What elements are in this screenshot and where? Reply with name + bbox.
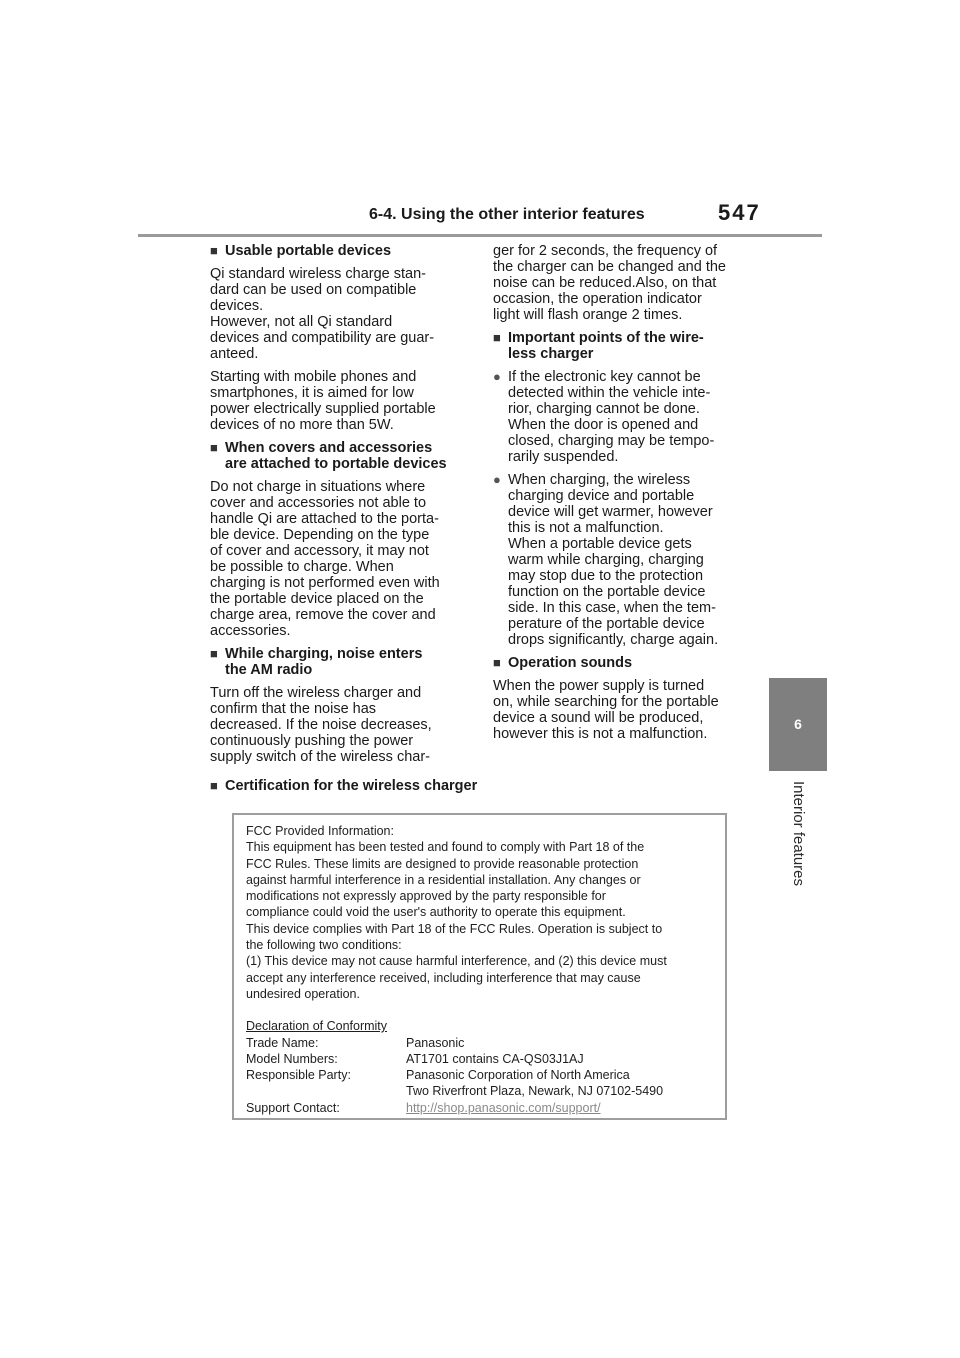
covers-paragraph: Do not charge in situations where cover and accessories not able to handle Qi are attached to the porta- ble device. Depending on the type of cover and accessory, it may not be possible to charge. When charging is not performed even with the portable device placed on the charge area, remove the cover and accessories. xyxy=(210,479,440,639)
am-radio-heading: ■ While charging, noise enters the AM radio xyxy=(210,646,423,678)
responsible-party-address: Two Riverfront Plaza, Newark, NJ 07102-5490 xyxy=(406,1084,664,1099)
trade-name-value: Panasonic xyxy=(406,1035,465,1050)
covers-heading: ■ When covers and accessories are attached to portable devices xyxy=(210,440,447,472)
fcc-text-block xyxy=(246,823,667,1116)
square-bullet-icon: ■ xyxy=(493,655,501,670)
fcc-line: compliance could void the user's authority to operate this equipment. xyxy=(246,905,626,920)
fcc-line: This device complies with Part 18 of the FCC Rules. Operation is subject to xyxy=(246,921,663,936)
support-contact-link[interactable]: http://shop.panasonic.com/support/ xyxy=(406,1100,601,1115)
chapter-label-text: Interior features xyxy=(790,780,808,886)
section-title: 6-4. Using the other interior features xyxy=(369,206,645,223)
left-column xyxy=(210,243,472,772)
important-bullet-1: ● If the electronic key cannot be detected within the vehicle inte- rior, charging cannot be done. When the door is opened and closed, charging may be tempo- rarily suspended. xyxy=(493,369,715,465)
square-bullet-icon: ■ xyxy=(210,243,218,258)
fcc-line: This equipment has been tested and found to comply with Part 18 of the xyxy=(246,840,645,855)
am-radio-paragraph: Turn off the wireless charger and confirm that the noise has decreased. If the noise decreases, continuously pushing the power supply switch of the wireless char- xyxy=(210,685,432,765)
operation-sounds-paragraph: When the power supply is turned on, while searching for the portable device a sound will be produced, however this is not a malfunction. xyxy=(493,678,719,742)
important-points-heading: ■ Important points of the wire- less charger xyxy=(493,330,704,362)
square-bullet-icon: ■ xyxy=(210,778,218,793)
chapter-side-label xyxy=(768,778,830,888)
header-divider xyxy=(138,234,822,237)
important-bullet-2: ● When charging, the wireless charging device and portable device will get warmer, however this is not a malfunction. When a portable device gets warm while charging, charging may stop due to the protection function on the portable device side. In this case, when the tem- perature of the portable device drops significantly, charge again. xyxy=(493,472,719,648)
responsible-party-address-row xyxy=(246,1083,667,1099)
responsible-party-row xyxy=(246,1067,667,1083)
fcc-line: FCC Rules. These limits are designed to provide reasonable protection xyxy=(246,856,639,871)
trade-name-row xyxy=(246,1035,667,1051)
responsible-party-value: Panasonic Corporation of North America xyxy=(406,1068,630,1083)
fcc-line: the following two conditions: xyxy=(246,938,402,953)
usable-devices-heading: ■ Usable portable devices xyxy=(210,243,392,259)
usable-devices-paragraph-1: Qi standard wireless charge stan- dard can be used on compatible devices. However, not all Qi standard devices and compatibility are guar- anteed. xyxy=(210,266,435,362)
square-bullet-icon: ■ xyxy=(210,646,218,661)
trade-name-label: Trade Name: xyxy=(246,1035,319,1050)
fcc-line: undesired operation. xyxy=(246,986,360,1001)
fcc-line: against harmful interference in a residential installation. Any changes or xyxy=(246,872,641,887)
responsible-party-label: Responsible Party: xyxy=(246,1068,351,1083)
square-bullet-icon: ■ xyxy=(493,330,501,345)
fcc-line: modifications not expressly approved by the party responsible for xyxy=(246,889,606,904)
certification-heading: ■ Certification for the wireless charger xyxy=(210,778,478,794)
model-numbers-label: Model Numbers: xyxy=(246,1051,338,1066)
circle-bullet-icon: ● xyxy=(493,369,501,384)
fcc-line: (1) This device may not cause harmful interference, and (2) this device must xyxy=(246,954,667,969)
right-column xyxy=(493,243,755,749)
fcc-line: accept any interference received, including interference that may cause xyxy=(246,970,641,985)
square-bullet-icon: ■ xyxy=(210,440,218,455)
model-numbers-row xyxy=(246,1051,667,1067)
fcc-certification-box xyxy=(232,813,727,1120)
model-numbers-value: AT1701 contains CA-QS03J1AJ xyxy=(406,1051,584,1066)
am-radio-continued-paragraph: ger for 2 seconds, the frequency of the charger can be changed and the noise can be reduced.Also, on that occasion, the operation indicator light will flash orange 2 times. xyxy=(493,243,726,323)
declaration-title: Declaration of Conformity xyxy=(246,1019,388,1034)
usable-devices-paragraph-2: Starting with mobile phones and smartphones, it is aimed for low power electrically supplied portable devices of no more than 5W. xyxy=(210,369,436,433)
support-contact-label: Support Contact: xyxy=(246,1100,340,1115)
spacer xyxy=(246,1002,667,1018)
support-contact-row xyxy=(246,1100,667,1116)
page-number: 547 xyxy=(718,200,761,225)
chapter-tab: 6 xyxy=(769,678,827,771)
circle-bullet-icon: ● xyxy=(493,472,501,487)
fcc-line: FCC Provided Information: xyxy=(246,824,394,838)
operation-sounds-heading: ■ Operation sounds xyxy=(493,655,633,671)
